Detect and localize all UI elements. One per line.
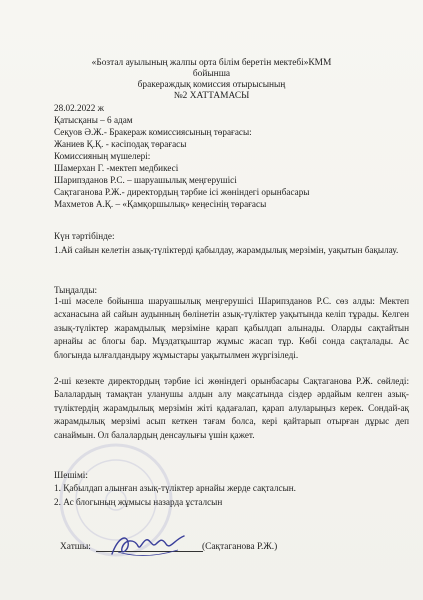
- member-nurse: Шамерхан Г. -мектеп медбикесі: [54, 163, 179, 173]
- members-heading: Комиссияның мүшелері:: [54, 151, 151, 161]
- secretary-label: Хатшы:: [60, 542, 91, 552]
- agenda-item: 1.Ай сайын келетін азық-түліктерді қабылдау, жарамдылық мерзімін, уақытын бақылау.: [54, 245, 399, 255]
- attendees-count: Қатысқаны – 6 адам: [54, 115, 133, 125]
- member-manager: Шарипзданов Р.С. – шаруашылық меңгерушісі: [54, 175, 237, 185]
- secretary-name: (Сақтаганова Р.Ж.): [202, 542, 278, 552]
- member-council-chair: Махметов А.Қ. – «Қамқоршылық» кеңесінің төрағасы: [54, 199, 267, 209]
- heard-heading: Тыңдалды:: [54, 285, 98, 295]
- decision-heading: Шешімі:: [54, 470, 88, 480]
- commission-chair: Сеқуов Ә.Ж.- Бракераж комиссиясының төрағасы:: [54, 127, 252, 137]
- heard-paragraph-2: 2-ші кезекте директордың тәрбие ісі жөніндегі орынбасары Сақтаганова Р.Ж. сөйледі: Балалардың тамақтан уланушы алдын алу мақсатында сіздер әрдайым келген азық-түліктердің жарамдылық мерзімін жіті қадағалап, қарап алуларыңыз керек. Сондай-ақ жарамдылық мерзімі асып кеткен тағам болса, кері қайтарып отырған дұрыс деп санаймын. Ол балалардың денсаулығы үшін қажет.: [54, 376, 409, 440]
- header-line-protocol: №2 ХАТТАМАСЫ: [173, 91, 250, 101]
- header-line-school: «Бозтал ауылының жалпы орта білім беретін мектебі»КММ: [91, 58, 332, 68]
- protocol-date: 28.02.2022 ж: [54, 103, 104, 113]
- decision-item-1: 1. Қабылдап алынған азық-түліктер арнайы жерде сақталсын.: [54, 483, 296, 493]
- heard-paragraph-1: 1-ші мәселе бойынша шаруашылық меңгерушісі Шарипзданов Р.С. сөз алды: Мектеп асханасына ай сайын аудынның бөлінетін азық-түліктер уақытында келіп тұрады. Келген азық-түліктер жарамдылық мерзіміне қарап қабылдап алынады. Оларды сақтайтын арнайы ас блогы бар. Мұздатқыштар жұмыс жасап тұр. Көбі сонда сақталады. Ас блогында ылғалдандыру жұмыстары уақытылмен жүргізіледі.: [54, 296, 409, 360]
- decision-item-2: 2. Ас блогының жұмысы назарда ұсталсын: [54, 497, 223, 507]
- header-line-commission: бракераждық комиссия отырысының: [137, 80, 286, 90]
- handwritten-signature-icon: [108, 528, 188, 562]
- header-line-basis: бойынша: [192, 69, 231, 79]
- union-chair: Жаниев Қ.Қ. - кәсіподақ төрағасы: [54, 139, 187, 149]
- agenda-heading: Күн тәртібінде:: [54, 231, 115, 241]
- member-deputy-director: Сақтаганова Р.Ж.- директордың тәрбие ісі жөніндегі орынбасары: [54, 187, 310, 197]
